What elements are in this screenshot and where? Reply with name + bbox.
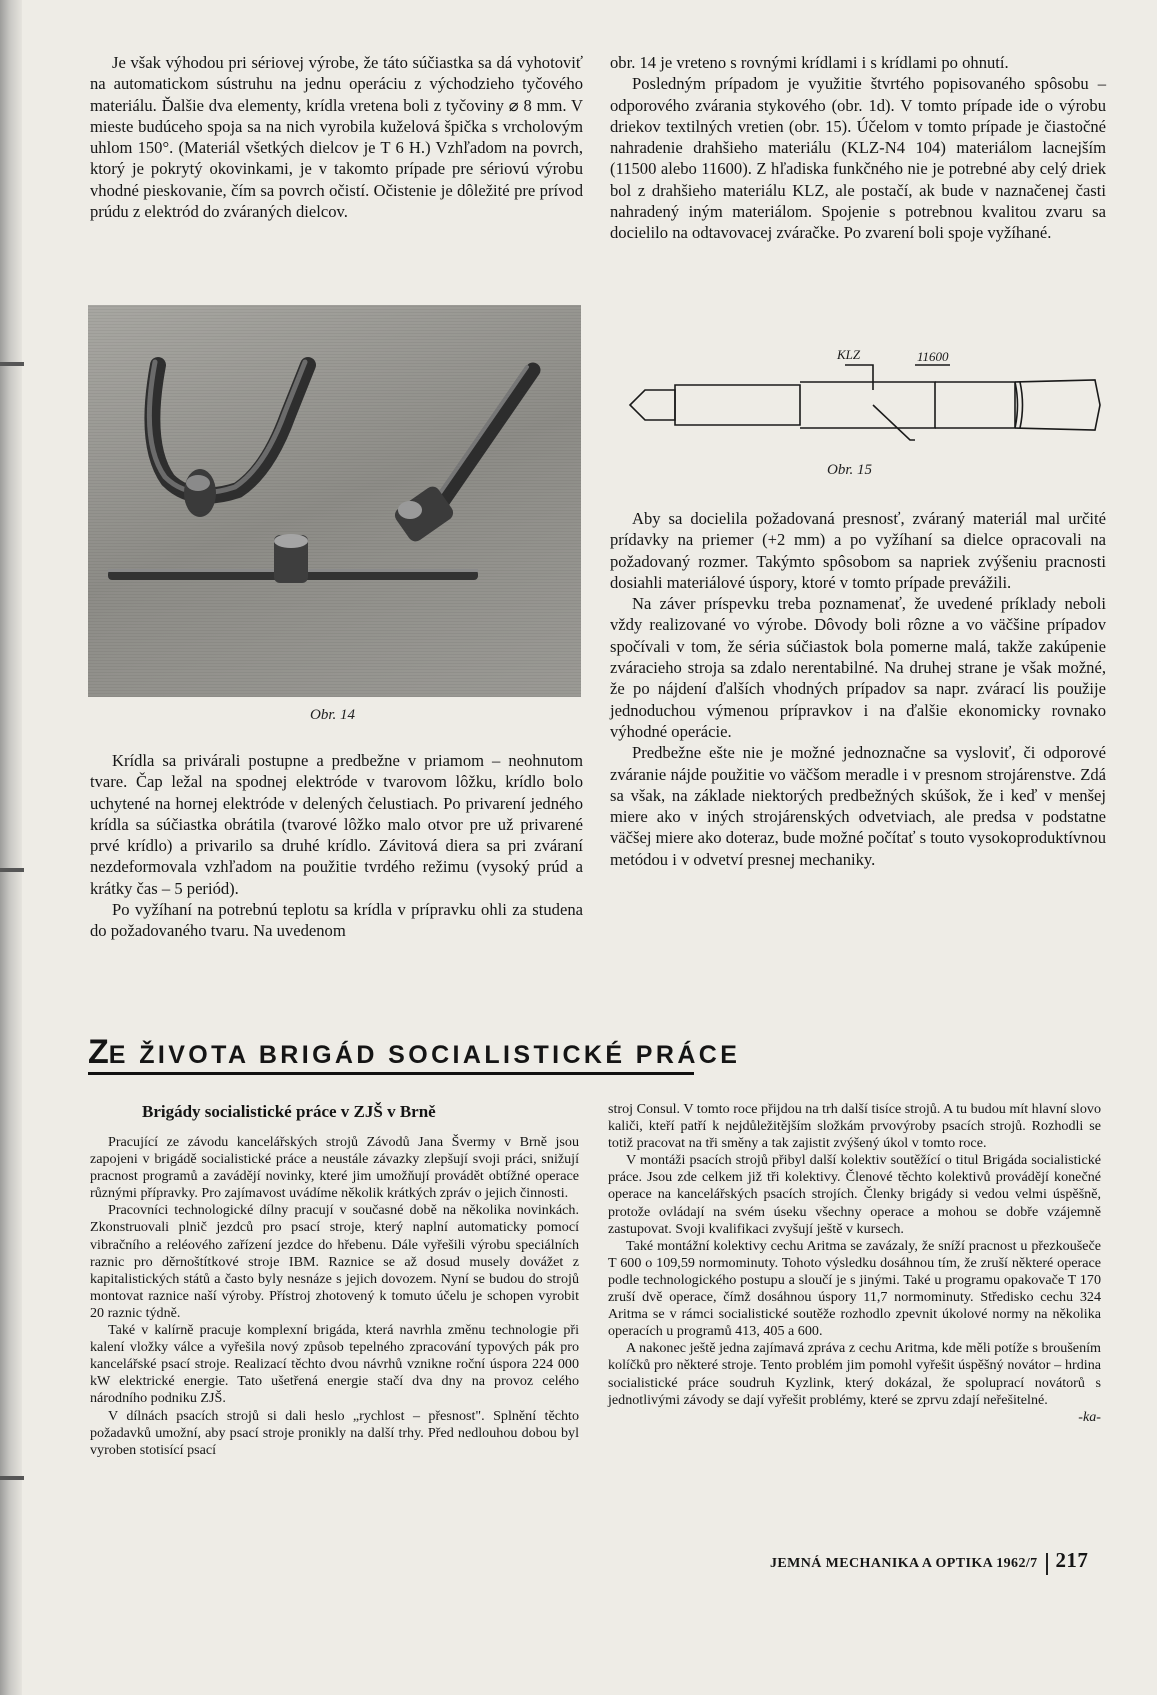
paragraph: Krídla sa privárali postupne a predbežne v priamom – neohnutom tvare. Čap ležal na spodnej elektróde v tvarovom lôžku, krídlo bolo uchytené na hornej elektróde v delených čelustiach. Po privarení jedného krídla sa súčiastka obrátila (tvarové lôžko malo otvor pre už privarené prvé krídlo) a privarilo sa druhé krídlo. Závitová diera sa pri zváraní nezdeformovala vzhľadom na použitie tvrdého režimu (vysoký prúd a krátky čas – 5 periód). [90,751,583,898]
paragraph: Posledným prípadom je využitie štvrtého popisovaného spôsobu – odporového zvárania stykového (obr. 1d). V tomto prípade ide o výrobu driekov textilných vretien (obr. 15). Účelom v tomto prípade je čiastočné nahradenie drahšieho materiálu (KLZ-N4 104) materiálom lacnejším (11500 alebo 11600). Z hľadiska funkčného nie je potrebné aby celý driek bol z drahšieho materiálu KLZ, ale postačí, ak bude v naznačenej časti nahradený iným materiálom. Spojenie s potrebnou kvalitou zvaru sa docielilo na odtavovacej zváračke. Po zvarení boli spoje vyžíhané. [610,74,1106,243]
paragraph: Aby sa docielila požadovaná presnosť, zváraný materiál mal určité prídavky na priemer (+2 mm) a po vyžíhaní sa dielce opracovali na požadovaný rozmer. Takýmto spôsobom sa napriek zvýšeniu pracnosti dosiahli materiálové úspory, ktoré v tomto prípade prevážili. [610,509,1106,592]
figure-15-diagram [615,345,1110,465]
edge-mark [0,868,24,872]
paragraph: Pracovníci technologické dílny pracují v současné době na několika novinkách. Zkonstruovali plnič jezdců pro psací stroje, který naplní automaticky pomocí vibračního a reléového zařízení jezdce do hřebenu. Dále vyřešili výrobu speciálních raznic pro děrnoštítkové stroje IBM. Raznice se až dosud musely dovážet z kapitalistických států a často byly nesnáze s jejich dovozem. Nyní se budou do strojů montovat raznice naší výroby. Přístroj zhotovený k tomuto účelu je schopen vyrobit 20 raznic týdně. [90,1202,579,1321]
paragraph: Je však výhodou pri sériovej výrobe, že táto súčiastka sa dá vyhotoviť na automatickom sústruhu na jednu operáciu z východzieho tyčového materiálu. Ďalšie dva elementy, krídla vretena boli z tyčoviny ⌀ 8 mm. V mieste budúceho spoja sa na nich vyrobila kuželová špička s vrcholovým uhlom 150°. (Materiál všetkých dielcov je T 6 H.) Vzhľadom na povrch, ktorý je pokrytý okovinkami, je v takomto prípade pre sériovú výrobu vhodné pieskovanie, čím sa povrch očistí. Očistenie je dôležité pre prívod prúdu z elektród do zváraných dielcov. [90,53,583,222]
article-title: Brigády socialistické práce v ZJŠ v Brně [142,1102,436,1121]
figure-14-caption: Obr. 14 [310,707,356,723]
edge-mark [0,362,24,366]
paragraph: obr. 14 je vreteno s rovnými krídlami i s krídlami po ohnutí. [610,53,1009,72]
paragraph: A nakonec ještě jedna zajímavá zpráva z cechu Aritma, kde měli potíže s broušením kolíčků pro některé stroje. Tento problém jim pomohl vyřešit úspěšný novátor – hrdina socialistické práce soudruh Kyzlink, který dokázal, že spoluprací novátorů s jednotlivými závody se dají vyřešit problémy, které se zprvu zdají neřešitelné. [608,1340,1101,1408]
right-column-top [610,52,1106,244]
paragraph: stroj Consul. V tomto roce přijdou na trh další tisíce strojů. A tu budou mít hlavní slovo kaliči, kteří patří k nejdůležitějším složkám prvovýroby psacích strojů. Rozhodli se totiž pracovat na tři směny a tak zajistit zvýšený úkol v tomto roce. [608,1101,1101,1152]
label-klz: KLZ [837,347,861,362]
figure-14-photo [88,305,581,697]
author-signature: -ka- [1078,1408,1101,1425]
label-11600: 11600 [917,349,949,364]
paragraph: Na záver príspevku treba poznamenať, že uvedené príklady neboli vždy realizované vo výrobe. Dôvody boli rôzne a vo väčšine prípadov spočívali v tom, že séria súčiastok bola pomerne malá, takže zakúpenie zváracieho stroja sa zdalo nerentabilné. Na druhej strane je však možné, že po nájdení ďalších vhodných prípadov sa napr. zvárací lis použije jednoduchou výmenou prípravkov i na ďalšie ekonomicky rovnako výhodné operácie. [610,594,1106,741]
edge-mark [0,1476,24,1480]
section-rule [88,1072,694,1075]
page-number: 217 [1055,1548,1089,1572]
paragraph: Predbežne ešte nie je možné jednoznačne sa vysloviť, či odporové zváranie nájde použitie vo väčšom meradle i v presnom strojárenstve. Zdá sa však, na základe niektorých predbežných skúšok, že i keď v menšej miere ako v iných strojárenských odvetviach, ale predsa v podstatne väčšej miere ako doteraz, bude možné počítať s touto vysokoproduktívnou metódou i v odvetví presnej mechaniky. [610,743,1106,869]
left-column-top [90,52,583,222]
right-column-bottom [610,508,1106,870]
figure-15-caption: Obr. 15 [827,462,873,478]
paragraph: Také v kalírně pracuje komplexní brigáda, která navrhla změnu technologie při kalení vložky válce a vyřešila nový způsob tepelného zpracování typových pák pro kancelářské psací stroje. Realizací těchto dvou návrhů vznikne roční úspora 224 000 kW elektrické energie. Tato ušetřená energie stačí dva dny na provoz celého národního podniku ZJŠ. [90,1322,579,1407]
paragraph: Také montážní kolektivy cechu Aritma se zavázaly, že sníží pracnost u přezkoušeče T 600 o 109,59 normominuty. Tohoto výsledku dosáhnou tím, že zruší některé operace podle technologického postupu a sloučí je s jinými. Také u programu opakovače T 170 zruší dvě operace, čímž dosáhnou úspory 11,7 normominuty. Středisko cechu 324 Aritma se v rámci socialistické soutěže rozhodlo zpevnit úkolové normy na několika operacích u programů 413, 405 a 600. [608,1237,1101,1340]
footer-separator [1046,1553,1048,1575]
article-left-column [90,1134,579,1459]
journal-name: JEMNÁ MECHANIKA A OPTIKA 1962/7 [770,1556,1038,1571]
paragraph: V montáži psacích strojů přibyl další kolektiv soutěžící o titul Brigáda socialistické práce. Jsou zde celkem již tři kolektivy. Členové těchto kolektivů provádějí konečné operace na kancelářských psacích strojích. Členky brigády si vedou velmi úspěšně, protože ovládají na svém úseku všechny operace a mohou se dobře vzájemně zastupovat. Svoji kvalifikaci zvyšují ještě v kursech. [608,1152,1101,1237]
section-title-initial: Z [88,1033,109,1071]
section-title-text: E ŽIVOTA BRIGÁD SOCIALISTICKÉ PRÁCE [108,1041,741,1069]
page-footer [770,1548,1088,1575]
article-right-column [608,1101,1101,1426]
paragraph: V dílnách psacích strojů si dali heslo „rychlost – přesnost". Splnění těchto požadavků umožní, aby psací stroje pronikly na další trhy. Před nedlouhou dobou byl vyroben stotisící psací [90,1407,579,1458]
page-binding-edge [0,0,22,1695]
left-column-bottom [90,750,583,942]
paragraph: Po vyžíhaní na potrebnú teplotu sa krídla v prípravku ohli za studena do požadovaného tvaru. Na uvedenom [90,900,583,941]
section-title [88,1033,740,1072]
paragraph: Pracující ze závodu kancelářských strojů Závodů Jana Švermy v Brně jsou zapojeni v brigádě socialistické práce a neustále závazky zlepšují svoji práci, snižují pracnost programů a zavádějí novinky, které jim umožňují provádět obtížné operace různými přípravky. Pro zajímavost uvádíme několik krátkých zpráv o jejich činnosti. [90,1134,579,1202]
